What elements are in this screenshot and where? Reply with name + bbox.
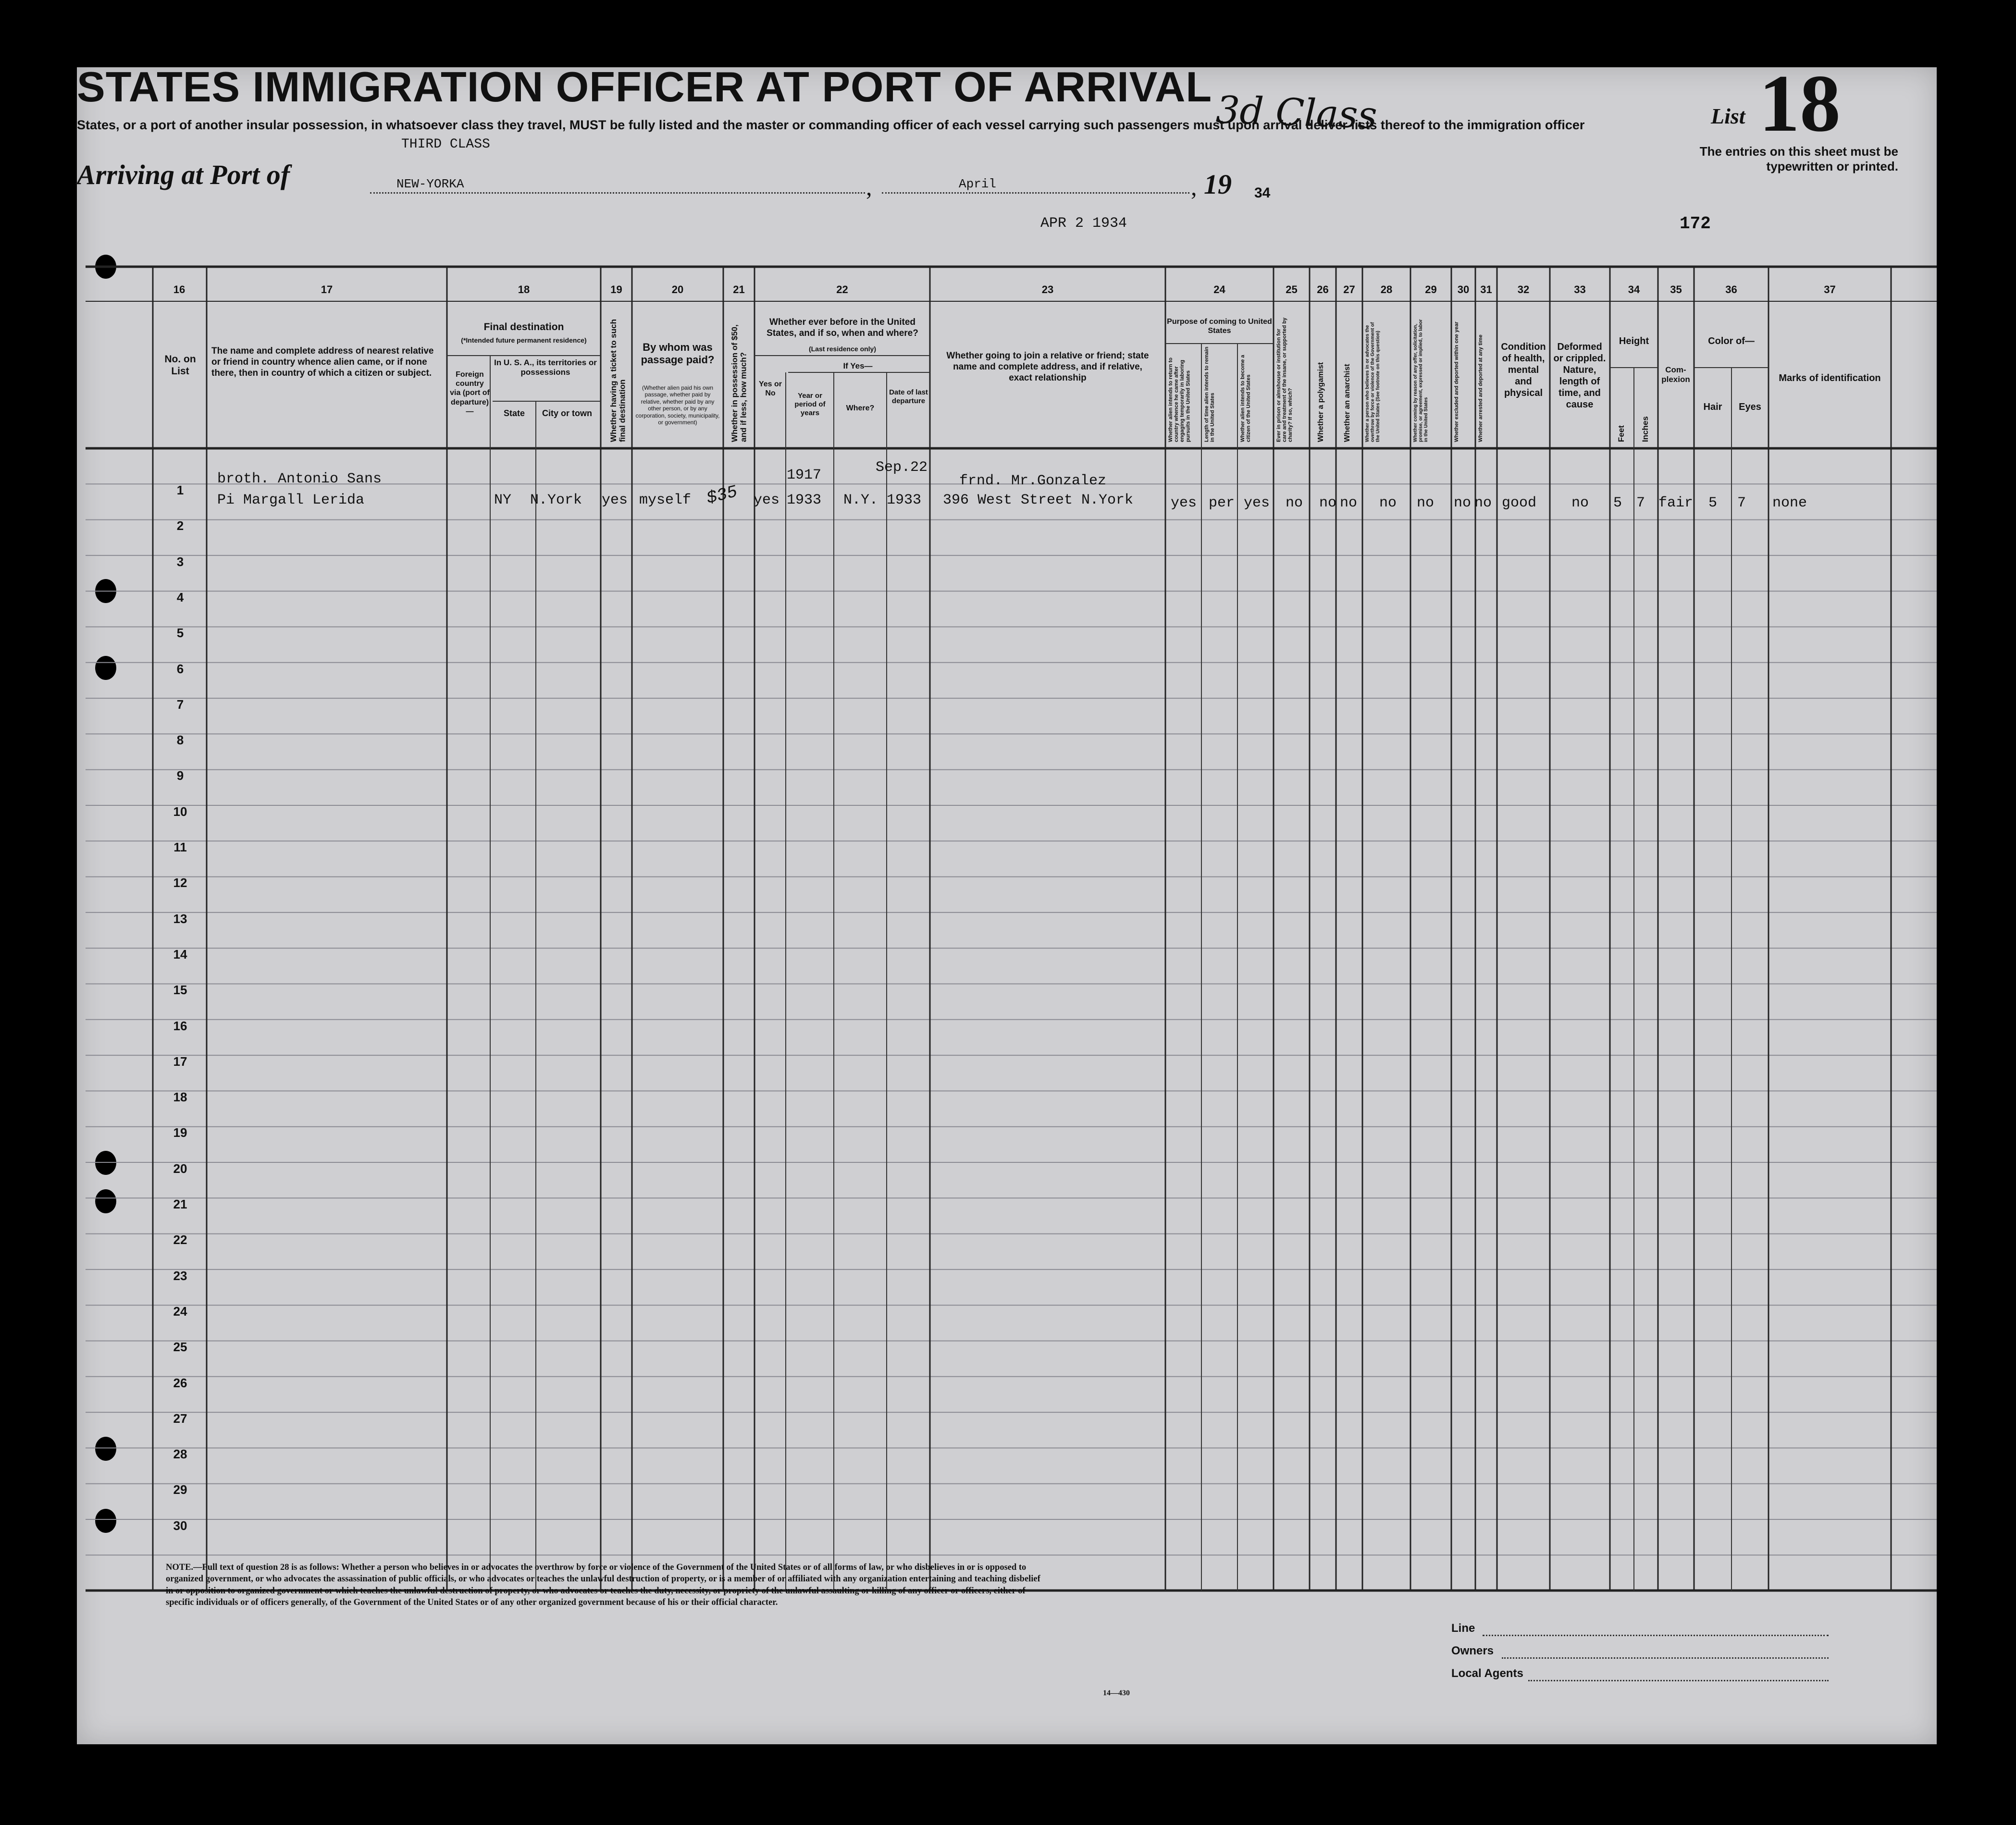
row-number: 25: [173, 1340, 187, 1355]
colnum: 18: [518, 284, 530, 296]
header-excluded: Whether excluded and deported within one year: [1454, 321, 1459, 442]
colnum: 19: [610, 284, 622, 296]
header-health: Condition of health, mental and physical: [1501, 342, 1546, 398]
inches-value: 7: [1636, 495, 1645, 511]
marks-value: none: [1772, 495, 1807, 511]
stamp-date: APR 2 1934: [1040, 215, 1127, 232]
row-number: 9: [176, 768, 184, 783]
header-purpose-a: Whether alien intends to return to country whence he came after engaging temporarily in laboring pursuits in the United States: [1168, 357, 1191, 442]
colnum: 30: [1457, 284, 1470, 296]
colnum: 21: [733, 284, 745, 296]
departure-line1: Sep.22: [876, 459, 928, 476]
prison-value: no: [1286, 495, 1303, 511]
overthrow-value: no: [1379, 495, 1397, 511]
relative-line1: broth. Antonio Sans: [217, 471, 382, 487]
row-number: 6: [176, 661, 184, 676]
excluded-value: no: [1454, 495, 1472, 511]
header-yes-no: Yes or No: [758, 380, 782, 398]
port-value: NEW-YORKA: [396, 177, 464, 191]
colnum: 32: [1517, 284, 1530, 296]
row-number: 15: [173, 983, 187, 998]
header-state: State: [503, 408, 525, 418]
row-number: 1: [176, 483, 184, 497]
header-before-sub: (Last residence only): [808, 345, 877, 353]
header-join-relative: Whether going to join a relative or friend; state name and complete address, and if relative, exact relationship: [946, 351, 1149, 383]
row-number: 17: [173, 1054, 187, 1069]
header-complexion: Com-plexion: [1661, 365, 1690, 384]
row-number: 8: [176, 733, 184, 748]
header-inches: Inches: [1641, 416, 1650, 442]
header-nearest-relative: The name and complete address of nearest relative or friend in country whence alien came, or if none there, then in country of which a citizen or subject.: [211, 346, 434, 378]
month-value: April: [959, 177, 997, 191]
header-final-destination: Final destination: [483, 321, 564, 333]
before-yes-no: yes: [754, 492, 780, 508]
row-number: 24: [173, 1304, 187, 1319]
colnum: 36: [1725, 284, 1737, 296]
row-number: 16: [173, 1018, 187, 1033]
owners-dotline: [1502, 1657, 1829, 1659]
year-line1: 1917: [787, 467, 822, 483]
join-line2: 396 West Street N.York: [943, 492, 1134, 508]
header-feet: Feet: [1617, 425, 1626, 442]
header-ticket: Whether having a ticket to such final destination: [609, 319, 627, 442]
row-number: 21: [173, 1197, 187, 1211]
row-number: 7: [176, 697, 184, 712]
row-number: 30: [173, 1518, 187, 1533]
row-number: 10: [173, 804, 187, 819]
header-in-usa: In U. S. A., its territories or possessions: [494, 358, 597, 377]
row-number: 28: [173, 1447, 187, 1462]
header-foreign-country: Foreign country via (port of departure)—: [450, 370, 490, 416]
header-overthrow: Whether a person who believes in or advocates the overthrow by force or violence of the Government of the United States (See footnote on this question): [1365, 322, 1381, 442]
colnum: 24: [1213, 284, 1225, 296]
entries-note: The entries on this sheet must be typewritten or printed.: [1699, 144, 1898, 174]
state-value: NY: [494, 492, 512, 508]
colnum: 23: [1041, 284, 1054, 296]
year-prefix: 19: [1204, 169, 1232, 200]
header-where: Where?: [846, 404, 875, 412]
colnum: 31: [1480, 284, 1492, 296]
row-number: 20: [173, 1161, 187, 1176]
row-number: 19: [173, 1125, 187, 1140]
header-purpose-c: Whether alien intends to become a citizen of the United States: [1240, 355, 1252, 442]
header-color-of: Color of—: [1708, 336, 1755, 346]
colnum: 17: [321, 284, 333, 296]
health-value: good: [1502, 495, 1537, 511]
footnote-question-28: NOTE.—Full text of question 28 is as follows: Whether a person who believes in or advocates the overthrow by force or violence of the Government of the United States or of all forms of law, or who disbelieves in or is opposed to organized government, or who advocates the assassination of public officials, or who advocates or teaches the unlawful destruction of property, or is a member of or affiliated with any organization entertaining and teaching disbelief in or opposition to organized government or which teaches the unlawful destruction of property, or who advocates or teaches the duty, necessity, or propriety of the unlawful assaulting or killing of any officer or officers, either of specific individuals or of officers generally, of the Government of the United States or of any other organized government because of his or their official character.: [166, 1563, 1040, 1608]
header-height: Height: [1619, 336, 1649, 346]
row-number: 22: [173, 1233, 187, 1247]
comma2: ,: [1191, 173, 1197, 200]
eyes-value: 7: [1737, 495, 1746, 511]
city-value: N.York: [530, 492, 582, 508]
page-number: 172: [1680, 214, 1711, 234]
row-number: 23: [173, 1268, 187, 1283]
where-value: N.Y.: [843, 492, 878, 508]
purpose-return: yes: [1171, 495, 1197, 511]
colnum: 20: [671, 284, 684, 296]
header-year-period: Year or period of years: [794, 392, 826, 417]
page-title: STATES IMMIGRATION OFFICER AT PORT OF ARRIVAL: [77, 63, 1212, 111]
instruction-line: States, or a port of another insular possession, in whatsoever class they travel, MUST be fully listed and the master or commanding officer of each vessel carrying such passengers must upon arrival deliver lists thereof to the immigration officer: [77, 118, 1585, 132]
header-hair: Hair: [1703, 402, 1722, 412]
ticket-value: yes: [602, 492, 628, 508]
year-line2: 1933: [787, 492, 822, 508]
deformed-value: no: [1571, 495, 1589, 511]
relative-line2: Pi Margall Lerida: [217, 492, 365, 508]
colnum: 22: [836, 284, 848, 296]
colnum: 27: [1343, 284, 1355, 296]
header-labor: Whether coming by reason of any offer, solicitation, promise, or agreement, expressed or implied, to labor in the United States: [1413, 319, 1429, 442]
owners-label: Owners: [1451, 1644, 1494, 1657]
colnum: 28: [1380, 284, 1393, 296]
header-city: City or town: [542, 408, 592, 418]
departure-line2: 1933: [887, 492, 922, 508]
polygamist-value: no: [1319, 495, 1337, 511]
colnum: 33: [1574, 284, 1586, 296]
row-number: 14: [173, 947, 187, 962]
possession-value: $35: [705, 481, 740, 509]
header-arrested: Whether arrested and deported at any time: [1478, 334, 1484, 442]
hair-value: 5: [1708, 495, 1718, 511]
line-label: Line: [1451, 1622, 1475, 1635]
local-agents-label: Local Agents: [1451, 1667, 1523, 1680]
colnum: 25: [1286, 284, 1298, 296]
header-eyes: Eyes: [1739, 402, 1761, 412]
colnum: 29: [1425, 284, 1437, 296]
passage-value: myself: [639, 492, 692, 508]
row-number: 3: [176, 554, 184, 569]
row-number: 4: [176, 590, 184, 604]
row-number: 27: [173, 1411, 187, 1426]
feet-value: 5: [1613, 495, 1622, 511]
header-last-departure: Date of last departure: [889, 388, 928, 405]
labor-value: no: [1417, 495, 1435, 511]
comma: ,: [866, 173, 872, 200]
agents-dotline: [1528, 1680, 1829, 1681]
arrested-value: no: [1474, 495, 1492, 511]
colnum: 34: [1628, 284, 1640, 296]
row-number: 13: [173, 911, 187, 926]
header-if-yes: If Yes—: [843, 361, 873, 370]
header-polygamist: Whether a polygamist: [1317, 362, 1325, 442]
header-possession: Whether in possession of $50, and if less, how much?: [730, 324, 748, 442]
form-number: 14—430: [1103, 1689, 1130, 1697]
join-line1: frnd. Mr.Gonzalez: [959, 473, 1107, 489]
colnum: 35: [1670, 284, 1682, 296]
year-suffix: 34: [1254, 185, 1271, 201]
row-number: 2: [176, 518, 184, 533]
colnum: 37: [1824, 284, 1836, 296]
row-number: 11: [173, 840, 187, 854]
anarchist-value: no: [1340, 495, 1358, 511]
header-purpose-b: Length of time alien intends to remain in the United States: [1204, 346, 1216, 442]
header-prison: Ever in prison or almshouse or institution for care and treatment of the insane, or supported by charity? If so, which?: [1276, 317, 1294, 442]
row-number: 18: [173, 1090, 187, 1105]
header-purpose: Purpose of coming to United States: [1167, 318, 1272, 335]
header-final-destination-sub: (*Intended future permanent residence): [461, 336, 587, 344]
header-before-usa: Whether ever before in the United States, and if so, when and where?: [767, 317, 918, 338]
header-passage: By whom was passage paid?: [641, 341, 715, 366]
header-anarchist: Whether an anarchist: [1343, 364, 1351, 442]
row-number: 5: [176, 626, 184, 641]
purpose-length: per: [1209, 495, 1235, 511]
complexion-value: fair: [1658, 495, 1694, 511]
line-dotline: [1483, 1635, 1829, 1636]
class-handwritten-note: 3d Class: [1215, 88, 1378, 137]
row-number: 29: [173, 1482, 187, 1497]
header-marks: Marks of identification: [1779, 373, 1881, 383]
arriving-label: Arriving at Port of: [77, 159, 290, 190]
list-label: List: [1711, 104, 1745, 128]
list-number: 18: [1759, 58, 1841, 148]
header-passage-sub: (Whether alien paid his own passage, whether paid by relative, whether paid by any other person, or by any corporation, society, municipality, or government): [635, 384, 720, 426]
header-deformed: Deformed or crippled. Nature, length of time, and cause: [1553, 342, 1606, 410]
third-class-label: THIRD CLASS: [401, 137, 490, 152]
colnum: 26: [1317, 284, 1329, 296]
colnum: 16: [173, 284, 186, 296]
row-number: 26: [173, 1375, 187, 1390]
purpose-citizen: yes: [1244, 495, 1270, 511]
header-no-on-list: No. on List: [164, 354, 196, 377]
row-number: 12: [173, 876, 187, 890]
